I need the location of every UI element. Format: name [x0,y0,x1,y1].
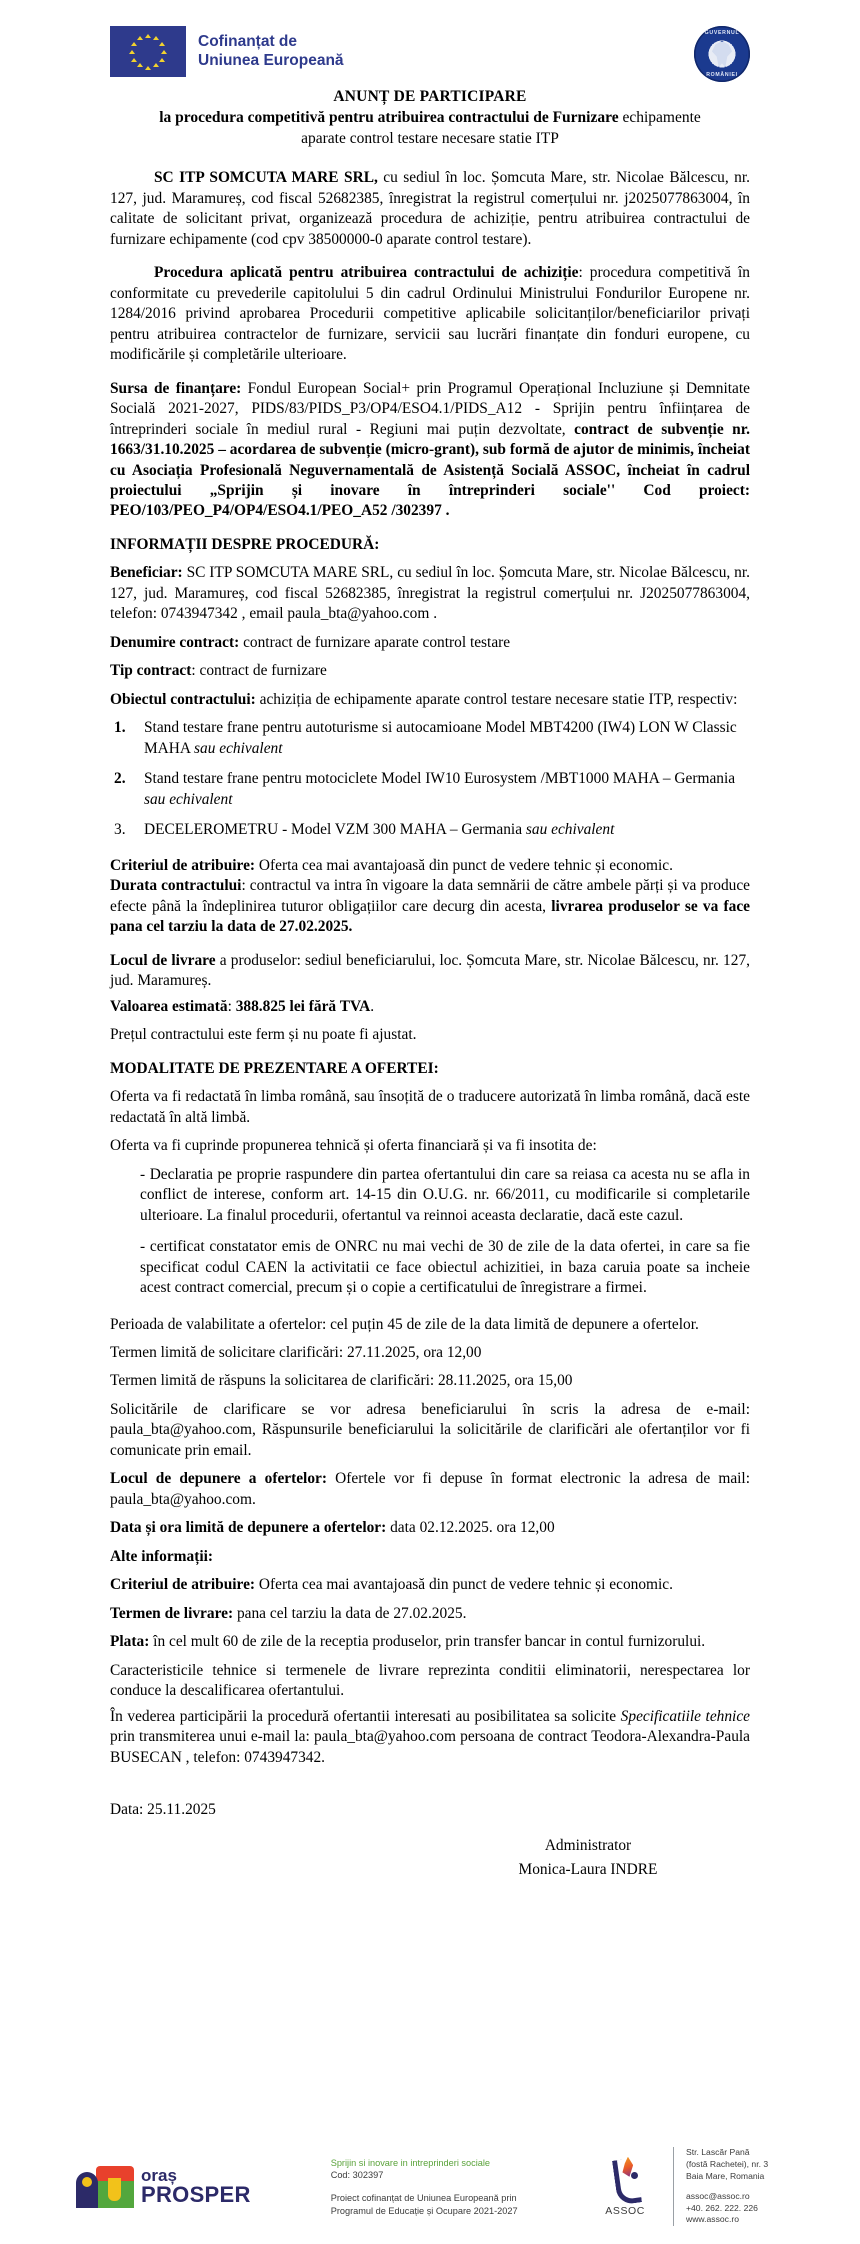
funding-contract-details: contract de subvenție nr. 1663/31.10.2025 – acordarea de subvenție (micro-grant), sub formă de ajutor de minimis, încheiat cu Asociația Profesională Neguvernamentală de Asistență Socială ASSOC, încheiat în cadrul proiectului „Sprijin și inovare în întreprinderi sociale'' Cod proiect: PEO/103/PEO_P4/OP4/ESO4.1/PEO_A52 /302397 . [110,420,750,520]
list-item [110,769,750,810]
contract-name-label: Denumire contract: [110,633,240,651]
equipment-list [110,718,750,840]
eu-logo-line1: Cofinanțat de [198,32,298,50]
delivery-term-label: Termen de livrare: [110,1604,234,1622]
page-subtitle [95,108,765,129]
equipment-item-note: sau echivalent [525,821,615,839]
other-info-heading-label: Alte informații: [110,1547,214,1565]
other-award-criteria-paragraph [110,1575,750,1595]
contract-duration-paragraph [110,876,750,937]
submission-place-paragraph [110,1469,750,1510]
eu-star-icon [159,58,165,62]
signatory-role: Administrator [544,1836,632,1854]
contract-delivery-deadline: livrarea produselor se va face pana cel tarziu la data de 27.02.2025. [110,897,750,936]
equipment-item-note: sau echivalent [194,739,283,757]
eu-star-icon [161,50,167,54]
technical-specs-italic: Specificatiile tehnice [620,1707,750,1725]
assoc-email: assoc@assoc.ro [686,2191,750,2202]
contract-type-label: Tip contract [110,662,192,680]
funding-paragraph [110,379,750,522]
eu-star-icon [153,63,159,67]
document-footer [0,2147,860,2226]
intro-company-name: SC ITP SOMCUTA MARE SRL, [154,169,378,187]
project-title: Sprijin si inovare in intreprinderi sociale [330,2157,491,2168]
assoc-phone: +40. 262. 222. 226 [686,2202,758,2213]
seal-bottom-text: ROMÂNIEI [706,72,738,78]
contract-name-paragraph [110,633,750,653]
project-cofinancing-line2: Programul de Educație și Ocupare 2021-2027 [330,2205,518,2216]
other-award-criteria-text: Oferta cea mai avantajoasă din punct de vedere tehnic și economic. [255,1576,673,1594]
eu-star-icon [145,34,151,38]
eu-star-icon [137,63,143,67]
list-item [110,718,750,759]
estimated-value-paragraph [110,997,750,1017]
eagle-emblem-icon [710,41,734,67]
document-date: Data: 25.11.2025 [110,1801,216,1819]
presentation-language-paragraph: Oferta va fi redactată în limba română, sau însoțită de o traducere autorizată în limba română, dacă este redactată în altă limbă. [110,1088,750,1126]
submission-deadline-paragraph [110,1518,750,1538]
oras-prosper-logo [76,2166,251,2208]
page-title: ANUNȚ DE PARTICIPARE [333,88,527,105]
eu-star-icon [159,42,165,46]
footer-project-info [269,2157,588,2217]
eu-star-icon [129,50,135,54]
subtitle-regular: echipamente [618,109,701,126]
technical-specs-request-note [110,1707,750,1768]
oras-prosper-line1: oraș [141,2166,177,2186]
clarification-procedure-paragraph: Solicitările de clarificare se vor adresa beneficiarului în scris la adresa de e-mail: paula_bta@yahoo.com, Răspunsurile beneficiarului la solicitările de clarificări ale ofertanților vor fi comunicate prin email. [110,1400,750,1459]
eu-logo-line2: Uniunea Europeană [198,51,344,69]
eu-logo-text [198,33,344,71]
eu-star-icon [131,58,137,62]
equipment-item-note: sau echivalent [144,790,233,808]
project-code: Cod: 302397 [330,2169,384,2180]
estimated-value-end: . [370,997,375,1015]
assoc-address-line2: (fostă Rachetei), nr. 3 [686,2159,769,2170]
intro-paragraph [110,168,750,250]
oras-prosper-mark-icon [76,2166,134,2208]
eu-star-icon [145,66,151,70]
procedure-label: Procedura aplicată pentru atribuirea contractului de achiziție [154,264,579,282]
award-criteria-label: Criteriul de atribuire: [110,856,256,874]
submission-place-label: Locul de depunere a ofertelor: [110,1470,327,1488]
beneficiary-paragraph [110,563,750,624]
requirement-declaration: - Declaratia pe proprie raspundere din partea ofertantului din care sa reiasa ca acesta nu se afla in conflict de interese, conform art. 14-15 din O.U.G. nr. 66/2011, cu modificarile si completarile ulterioare. La finalul procedurii, ofertantul va reinnoi aceasta declaratie, dacă este cazul. [140,1165,750,1224]
assoc-address-line1: Str. Lascăr Pană [686,2147,750,2158]
project-cofinancing-line1: Proiect cofinanțat de Uniunea Europeană prin [330,2193,517,2204]
document-body [0,168,860,1883]
funding-label: Sursa de finanțare: [110,379,242,397]
subtitle-bold: la procedura competitivă pentru atribuirea contractului de Furnizare [159,109,619,126]
procedure-info-heading: INFORMAȚII DESPRE PROCEDURĂ: [110,535,380,553]
eu-cofinancing-logo [110,26,344,77]
contract-type-text: : contract de furnizare [191,662,327,680]
assoc-name-label: ASSOC [605,2204,645,2217]
technical-conditions-note: Caracteristicile tehnice si termenele de livrare reprezinta conditii eliminatorii, nerespectarea lor conduce la descalificarea ofertantului. [110,1661,750,1700]
eu-star-icon [131,42,137,46]
intro-text: cu sediul în loc. Șomcuta Mare, str. Nicolae Bălcescu, nr. 127, jud. Maramureș, cod fiscal 52682385, înregistrat la registrul comerțului nr. j2025077863004, în calitate de solicitant privat, organizează procedura de achiziție, pentru atribuirea contractului de furnizare echipamente (cod cpv 38500000-0 aparate control testare). [110,169,751,248]
procedure-text: : procedura competitivă în conformitate cu prevederile capitolului 5 din cadrul Ordinului Ministrului Fondurilor Europene nr. 1284/2016 privind aprobarea Procedurii competitive aplicabile solicitanților/beneficiarilor privați pentru atribuirea contractelor de furnizare, servicii sau lucrări finanțate din fonduri europene, cu modificările și completările ulterioare. [110,264,750,364]
contract-duration-text: : contractul va intra în vigoare la data semnării de către ambele părți și va produce efecte până la îndeplinirea tuturor obligațiilor care decurg din acesta, [110,877,751,915]
equipment-item-text: Stand testare frane pentru motociclete Model IW10 Eurosystem /MBT1000 MAHA – Germania [144,770,736,788]
clarification-answer-deadline: Termen limită de răspuns la solicitarea de clarificări: 28.11.2025, ora 15,00 [110,1372,573,1390]
signatory-name: Monica-Laura INDRE [518,1861,658,1879]
presentation-content-paragraph: Oferta va fi cuprinde propunerea tehnică și oferta financiară și va fi insotita de: [110,1137,597,1155]
clarification-request-deadline: Termen limită de solicitare clarificări: 27.11.2025, ora 12,00 [110,1343,482,1361]
estimated-value-sep: : [227,997,236,1015]
government-of-romania-seal-icon [694,26,750,82]
payment-paragraph [110,1632,750,1652]
equipment-item-text: DECELEROMETRU - Model VZM 300 MAHA – Germania [144,821,526,839]
beneficiary-label: Beneficiar: [110,564,183,582]
assoc-contact-info [673,2147,814,2226]
delivery-place-paragraph [110,951,750,992]
delivery-term-paragraph [110,1604,750,1624]
oras-prosper-line2: PROSPER [141,2182,251,2208]
payment-text: în cel mult 60 de zile de la receptia produselor, prin transfer bancar in contul furnizorului. [149,1633,706,1651]
delivery-place-text: a produselor: sediul beneficiarului, loc. Șomcuta Mare, str. Nicolae Bălcescu, nr. 127, jud. Maramureș. [110,951,750,990]
signature-block [438,1834,738,1883]
assoc-website: www.assoc.ro [686,2214,740,2225]
other-award-criteria-label: Criteriul de atribuire: [110,1576,256,1594]
title-block [0,88,860,149]
requirement-certificate: - certificat constatator emis de ONRC nu mai vechi de 30 de zile de la data ofertei, in care sa fie specificat codul CAEN la activitatii ce face obiectul achizitiei, in baza caruia poate sa incheie acest contract comercial, precum și o copie a certificatului de înregistrare a firmei. [140,1238,750,1297]
price-note-paragraph: Prețul contractului este ferm și nu poate fi ajustat. [110,1026,417,1044]
contract-name-text: contract de furnizare aparate control testare [239,633,511,651]
contract-type-paragraph [110,661,750,681]
procedure-paragraph [110,263,750,365]
submission-deadline-text: data 02.12.2025. ora 12,00 [386,1519,555,1537]
eu-star-icon [137,36,143,40]
submission-deadline-label: Data și ora limită de depunere a ofertelor: [110,1519,387,1537]
offer-validity-paragraph: Perioada de valabilitate a ofertelor: cel puțin 45 de zile de la data limită de depunere a ofertelor. [110,1315,699,1333]
assoc-logo [605,2157,655,2217]
presentation-requirements [110,1165,750,1299]
award-criteria-paragraph [110,856,750,876]
page-subtitle-line2: aparate control testare necesare statie ITP [301,129,559,147]
seal-top-text: GUVERNUL [704,30,740,36]
payment-label: Plata: [110,1633,150,1651]
delivery-place-label: Locul de livrare [110,951,216,969]
assoc-address-line3: Baia Mare, Romania [686,2170,765,2181]
technical-specs-pre: În vederea participării la procedură ofertantii interesati au posibilitatea sa solicite [110,1707,621,1725]
funding-text: Fondul European Social+ prin Programul Operațional Incluziune și Demnitate Socială 2021-2027, PIDS/83/PIDS_P3/OP4/ESO4.1/PIDS_A12 - Sprijin pentru înființarea de întreprinderi sociale în mediul rural - Regiuni mai puțin dezvoltate, [110,379,750,438]
contract-object-text: achiziția de echipamente aparate control testare necesare statie ITP, respectiv: [255,690,738,708]
assoc-mark-icon [607,2157,643,2201]
presentation-heading: MODALITATE DE PREZENTARE A OFERTEI: [110,1059,439,1077]
eu-star-icon [153,36,159,40]
contract-object-paragraph [110,690,750,710]
estimated-value-label: Valoarea estimată [110,997,228,1015]
submission-place-text: Ofertele vor fi depuse în format electronic la adresa de mail: paula_bta@yahoo.com. [110,1470,750,1508]
delivery-term-text: pana cel tarziu la data de 27.02.2025. [233,1604,467,1622]
equipment-item-text: Stand testare frane pentru autoturisme si autocamioane Model MBT4200 (IW4) LON W Classic MAHA [144,719,737,757]
document-header [0,0,860,82]
list-item [110,820,750,840]
eu-flag-icon [110,26,186,77]
contract-duration-label: Durata contractului [110,877,242,895]
other-info-heading [110,1547,750,1567]
estimated-value-amount: 388.825 lei fără TVA [235,997,371,1015]
beneficiary-text: SC ITP SOMCUTA MARE SRL, cu sediul în loc. Șomcuta Mare, str. Nicolae Bălcescu, nr. 127, jud. Maramureș, cod fiscal 52682385, înregistrat la registrul comerțului nr. J2025077863004, telefon: 0743947342 , email paula_bta@yahoo.com . [110,564,750,623]
oras-prosper-text [141,2167,251,2206]
contract-object-label: Obiectul contractului: [110,690,256,708]
technical-specs-post: prin transmiterea unui e-mail la: paula_bta@yahoo.com persoana de contract Teodora-Alexandra-Paula BUSECAN , telefon: 0743947342. [110,1728,750,1766]
award-criteria-text: Oferta cea mai avantajoasă din punct de vedere tehnic și economic. [255,856,673,874]
